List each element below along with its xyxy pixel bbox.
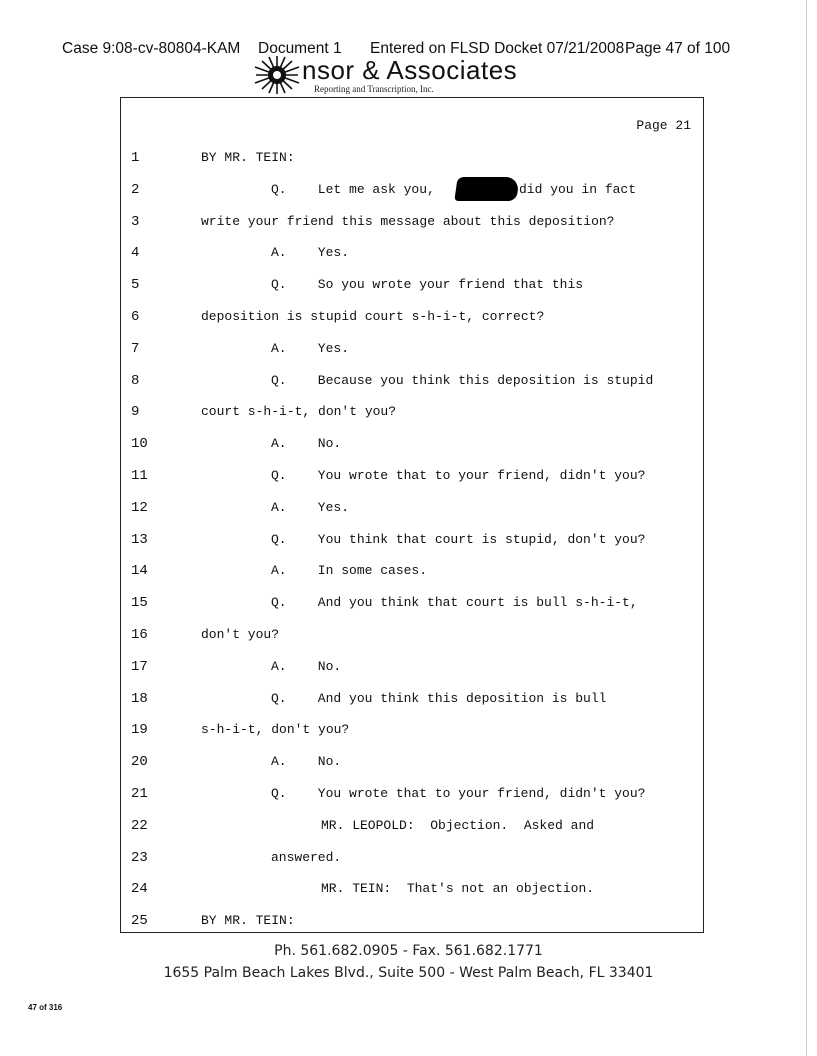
line-text: A. Yes. xyxy=(271,245,350,261)
line-number: 20 xyxy=(131,754,148,771)
line-text: don't you? xyxy=(201,627,280,642)
line-text: deposition is stupid court s-h-i-t, correct? xyxy=(201,309,545,324)
transcript-line xyxy=(121,752,703,772)
transcript-line xyxy=(121,625,703,645)
transcript-line xyxy=(121,371,703,391)
line-text: Q. So you wrote your friend that this xyxy=(271,277,584,293)
line-text: Q. And you think this deposition is bull xyxy=(271,690,607,706)
line-text: A. No. xyxy=(271,436,342,452)
transcript-line xyxy=(121,466,703,486)
line-text: Q. You wrote that to your friend, didn't you? xyxy=(271,468,646,483)
line-text: MR. LEOPOLD: Objection. Asked and xyxy=(321,817,595,833)
line-text: A. No. xyxy=(271,658,342,674)
transcript-line xyxy=(121,498,703,518)
transcript-line xyxy=(121,402,703,422)
document-number: Document 1 xyxy=(258,40,342,57)
transcript-line xyxy=(121,307,703,327)
line-text: Q. Because you think this deposition is stupid xyxy=(271,372,654,388)
line-number: 18 xyxy=(131,690,148,707)
line-number: 14 xyxy=(131,563,148,580)
line-text: A. No. xyxy=(271,754,342,770)
line-number: 8 xyxy=(131,372,140,389)
transcript-line xyxy=(121,848,703,868)
line-number: 15 xyxy=(131,595,148,612)
line-number: 22 xyxy=(131,817,148,834)
line-text: BY MR. TEIN: xyxy=(201,150,295,165)
line-text-tail: did you in fact xyxy=(519,181,637,197)
line-text: Q. You wrote that to your friend, didn't you? xyxy=(271,786,646,801)
line-number: 5 xyxy=(131,277,140,294)
line-text: court s-h-i-t, don't you? xyxy=(201,404,397,420)
line-number: 3 xyxy=(131,213,140,230)
transcript-line xyxy=(121,689,703,709)
transcript-line xyxy=(121,720,703,740)
transcript-line xyxy=(121,148,703,168)
transcript-line xyxy=(121,339,703,359)
line-text: A. In some cases. xyxy=(271,563,428,579)
line-text: BY MR. TEIN: xyxy=(201,913,295,929)
line-number: 12 xyxy=(131,499,148,516)
line-number: 7 xyxy=(131,340,140,357)
transcript-line xyxy=(121,593,703,613)
transcript-line xyxy=(121,243,703,263)
transcript-line xyxy=(121,275,703,295)
line-number: 25 xyxy=(131,913,148,930)
line-number: 23 xyxy=(131,849,148,866)
transcript-line xyxy=(121,530,703,550)
transcript-line xyxy=(121,784,703,804)
footer-address: 1655 Palm Beach Lakes Blvd., Suite 500 - West Palm Beach, FL 33401 xyxy=(163,965,654,981)
line-text: MR. TEIN: That's not an objection. xyxy=(321,881,595,897)
sun-logo-icon xyxy=(252,55,302,95)
line-number: 9 xyxy=(131,404,140,421)
line-number: 19 xyxy=(131,722,148,739)
case-number: Case 9:08-cv-80804-KAM xyxy=(62,40,241,57)
page-edge-rule xyxy=(806,0,807,1056)
transcript-line xyxy=(121,561,703,581)
line-number: 4 xyxy=(131,245,140,262)
line-text: answered. xyxy=(271,849,342,865)
line-text: s-h-i-t, don't you? xyxy=(201,722,350,738)
footer-contact: Ph. 561.682.0905 - Fax. 561.682.1771 xyxy=(274,943,543,959)
transcript-page xyxy=(120,97,704,933)
line-number: 13 xyxy=(131,531,148,548)
line-number: 16 xyxy=(131,627,148,643)
transcript-line xyxy=(121,180,703,200)
line-number: 11 xyxy=(131,468,148,484)
line-number: 17 xyxy=(131,658,148,675)
page-count: Page 47 of 100 xyxy=(625,40,731,57)
transcript-page-number: Page 21 xyxy=(636,118,691,133)
line-text: Q. Let me ask you, xyxy=(271,181,443,197)
transcript-line xyxy=(121,879,703,899)
entered-date: Entered on FLSD Docket 07/21/2008 xyxy=(370,40,625,57)
transcript-line xyxy=(121,657,703,677)
line-text: A. Yes. xyxy=(271,499,350,515)
line-number: 1 xyxy=(131,150,140,166)
transcript-line xyxy=(121,911,703,931)
transcript-line xyxy=(121,212,703,232)
line-number: 6 xyxy=(131,309,140,325)
line-text: Q. You think that court is stupid, don't you? xyxy=(271,531,646,547)
logo-subtitle: Reporting and Transcription, Inc. xyxy=(314,84,434,94)
line-text: write your friend this message about this deposition? xyxy=(201,213,615,229)
line-number: 21 xyxy=(131,786,148,802)
logo-name: nsor & Associates xyxy=(302,55,518,85)
transcript-line xyxy=(121,816,703,836)
line-number: 10 xyxy=(131,436,148,453)
transcript-line xyxy=(121,434,703,454)
reporter-logo xyxy=(252,55,552,95)
redaction-block xyxy=(454,177,519,201)
line-number: 24 xyxy=(131,881,148,898)
line-text: A. Yes. xyxy=(271,340,350,356)
line-number: 2 xyxy=(131,181,140,198)
line-text: Q. And you think that court is bull s-h-i-t, xyxy=(271,595,638,611)
sheet-count: 47 of 316 xyxy=(28,1003,63,1012)
